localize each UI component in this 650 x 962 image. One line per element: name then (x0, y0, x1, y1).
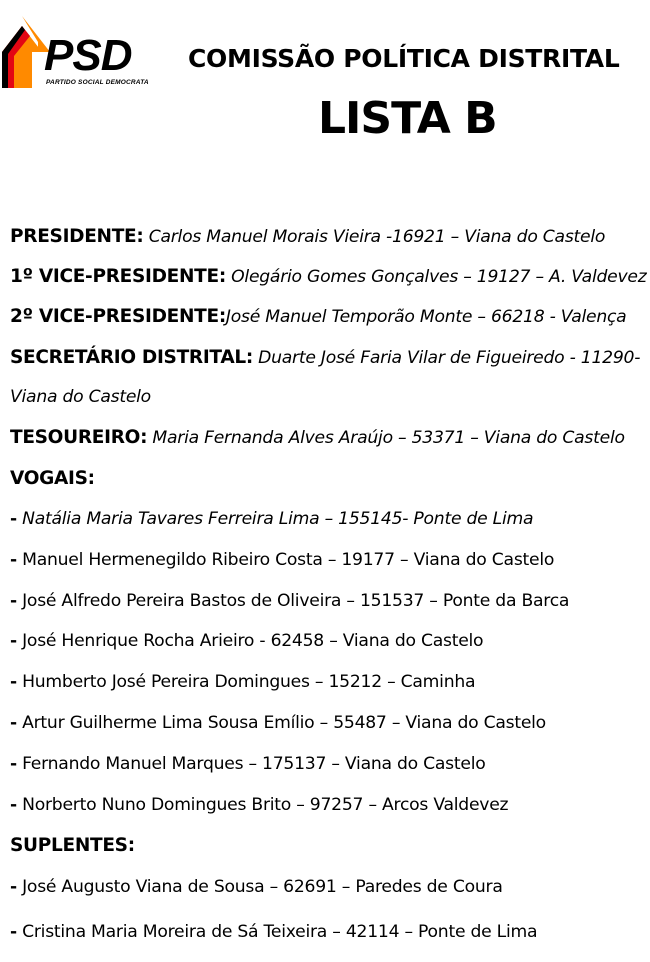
list-dash: - (10, 713, 17, 733)
list-item (10, 795, 508, 815)
psd-logo (0, 14, 150, 90)
officer-value: José Manuel Temporão Monte – 66218 - Valença (225, 307, 627, 327)
logo-text: PSD (44, 31, 132, 80)
list-item (10, 631, 483, 651)
list-item (10, 713, 546, 733)
officer-value-cont: Viana do Castelo (10, 387, 151, 407)
officer-value: Maria Fernanda Alves Araújo – 53371 – Viana do Castelo (152, 428, 625, 448)
section-label: VOGAIS: (10, 468, 95, 489)
list-item-text: Fernando Manuel Marques – 175137 – Viana do Castelo (22, 754, 486, 774)
list-item (10, 509, 533, 529)
list-item (10, 922, 537, 942)
list-dash: - (10, 631, 17, 651)
list-dash: - (10, 672, 17, 692)
list-item-text: José Alfredo Pereira Bastos de Oliveira – 151537 – Ponte da Barca (22, 591, 570, 611)
list-dash: - (10, 591, 17, 611)
officer-label: 2º VICE-PRESIDENTE: (10, 306, 226, 327)
list-item-text: José Augusto Viana de Sousa – 62691 – Paredes de Coura (22, 877, 503, 897)
officer-label: 1º VICE-PRESIDENTE: (10, 266, 226, 287)
officer-value: Duarte José Faria Vilar de Figueiredo - 11290- (258, 348, 641, 368)
officer-value: Carlos Manuel Morais Vieira -16921 – Viana do Castelo (148, 227, 606, 247)
officer-label: PRESIDENTE: (10, 226, 144, 247)
page-subtitle: LISTA B (318, 93, 497, 144)
logo-subtitle: PARTIDO SOCIAL DEMOCRATA (46, 79, 149, 86)
list-item-text: Cristina Maria Moreira de Sá Teixeira – 42114 – Ponte de Lima (22, 922, 538, 942)
list-item-text: Humberto José Pereira Domingues – 15212 – Caminha (22, 672, 476, 692)
list-item (10, 877, 503, 897)
list-dash: - (10, 795, 17, 815)
officer-presidente (10, 226, 605, 247)
list-dash: - (10, 509, 17, 529)
list-item-text: Norberto Nuno Domingues Brito – 97257 – Arcos Valdevez (22, 795, 509, 815)
list-dash: - (10, 550, 17, 570)
list-dash: - (10, 877, 17, 897)
list-item (10, 754, 485, 774)
list-item (10, 591, 569, 611)
section-vogais (10, 468, 95, 489)
section-suplentes (10, 835, 135, 856)
list-item-text: Natália Maria Tavares Ferreira Lima – 155145- Ponte de Lima (22, 509, 534, 529)
list-item (10, 550, 554, 570)
list-dash: - (10, 754, 17, 774)
page-title: COMISSÃO POLÍTICA DISTRITAL (188, 44, 620, 73)
section-label: SUPLENTES: (10, 835, 135, 856)
list-item-text: Artur Guilherme Lima Sousa Emílio – 55487 – Viana do Castelo (22, 713, 546, 733)
officer-secretario-distrital-cont (10, 387, 151, 407)
list-item-text: José Henrique Rocha Arieiro - 62458 – Viana do Castelo (22, 631, 484, 651)
officer-label: TESOUREIRO: (10, 427, 148, 448)
officer-value: Olegário Gomes Gonçalves – 19127 – A. Valdevez (231, 267, 647, 287)
officer-secretario-distrital (10, 347, 640, 368)
officer-tesoureiro (10, 427, 625, 448)
list-dash: - (10, 922, 17, 942)
officer-2-vice-presidente (10, 306, 626, 327)
list-item-text: Manuel Hermenegildo Ribeiro Costa – 19177 – Viana do Castelo (22, 550, 555, 570)
officer-label: SECRETÁRIO DISTRITAL: (10, 347, 253, 368)
officer-1-vice-presidente (10, 266, 646, 287)
list-item (10, 672, 475, 692)
